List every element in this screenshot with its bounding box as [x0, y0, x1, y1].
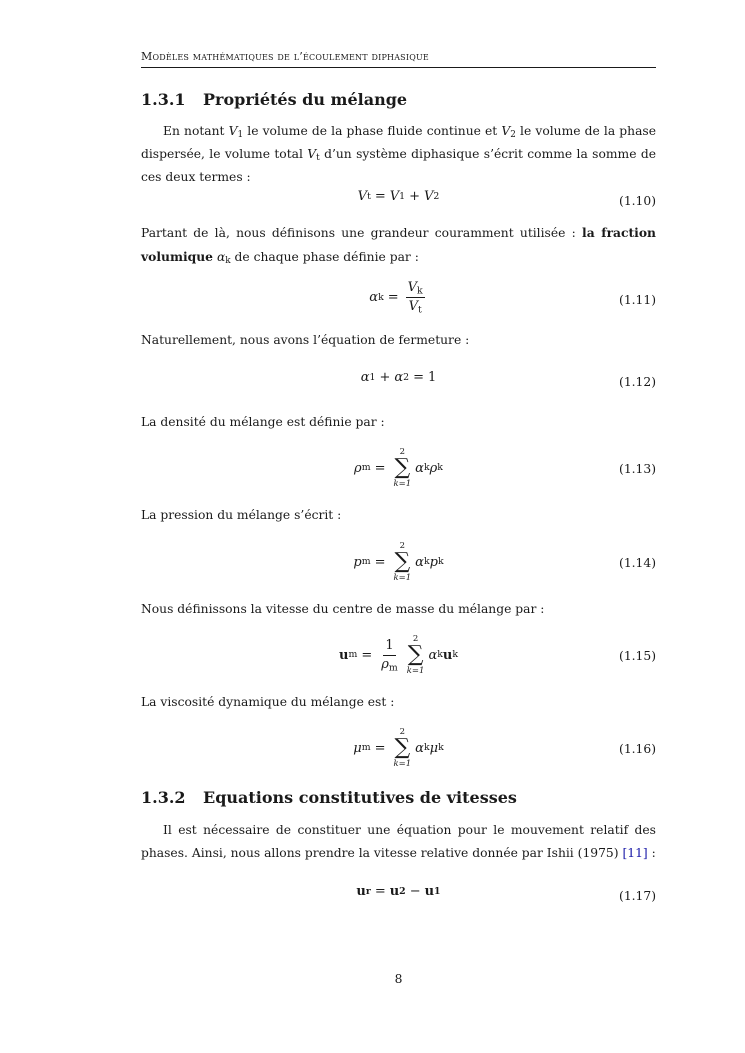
equation-number: (1.13) — [619, 462, 656, 476]
summation — [407, 634, 425, 676]
text: Partant de là, nous définisons une grandeur couramment utilisée : — [141, 226, 583, 240]
math-var: ρ — [354, 460, 362, 476]
fraction — [379, 638, 400, 673]
math-sub: 2 — [510, 130, 516, 141]
sum-lower: k=1 — [393, 573, 412, 583]
equation-1-15: u m = $\frac{1}{\rho_m}$ 2 ∑ k=1 α k u k (1.15) — [338, 634, 656, 676]
text: d’un système diphasique s’écrit comme la somme de ces deux termes : — [141, 147, 656, 184]
equation-number: (1.15) — [619, 649, 656, 663]
summation — [393, 447, 411, 489]
math-var: V — [501, 124, 511, 138]
math-op: = — [387, 290, 399, 305]
equation-number: (1.11) — [619, 293, 656, 307]
math-vector: u — [338, 647, 349, 663]
sigma-sign: ∑ — [394, 455, 411, 480]
paragraph-viscosity: La viscosité dynamique du mélange est : — [141, 695, 395, 709]
text: le volume de la phase dispersée, le volume total — [141, 124, 657, 161]
sigma-sign: ∑ — [394, 735, 411, 760]
text: En notant — [163, 124, 229, 138]
equation-1-11: α k = $\frac{V_k}{V_t}$ (1.11) — [369, 280, 656, 316]
math-op: = — [374, 460, 386, 476]
math-var: α — [369, 290, 379, 305]
text: de chaque phase définie par : — [230, 250, 419, 264]
section-heading-1-3-2 — [141, 788, 656, 807]
math-var: ρ — [381, 656, 389, 672]
sum-upper: 2 — [399, 541, 406, 551]
math-vector: u — [424, 884, 435, 899]
equation-1-12: α 1 + α 2 = 1 (1.12) — [360, 370, 656, 389]
math-op: = — [374, 884, 386, 899]
math-var: μ — [353, 740, 362, 756]
math-var: V — [357, 189, 368, 204]
section-number: 1.3.2 — [141, 788, 186, 807]
section-title: Propriétés du mélange — [203, 90, 408, 109]
math-sub: 1 — [237, 130, 244, 141]
text: Il est nécessaire de constituer une équation pour le mouvement relatif des phases. Ainsi, nous allons prendre la vitesse relative donnée par Ishii (1975) — [141, 823, 656, 860]
math-sub: t — [417, 304, 422, 316]
citation-link[interactable]: [11] — [622, 846, 648, 860]
sum-upper: 2 — [399, 447, 406, 457]
math-var: V — [407, 280, 418, 295]
equation-1-14: p m = 2 ∑ k=1 α k p k (1.14) — [353, 541, 656, 583]
math-op: = — [374, 189, 386, 204]
sigma-sign: ∑ — [407, 642, 424, 667]
sum-lower: k=1 — [393, 479, 412, 489]
text: : — [647, 846, 656, 860]
math-op: = — [374, 740, 386, 756]
sum-lower: k=1 — [393, 759, 412, 769]
equation-1-16: μ m = 2 ∑ k=1 α k μ k (1.16) — [353, 727, 656, 769]
header-rule — [141, 67, 656, 68]
document-page — [141, 0, 656, 1053]
math-var: μ — [429, 740, 439, 756]
math-op: + — [409, 189, 420, 204]
equation-number: (1.16) — [619, 742, 656, 756]
math-var: V — [228, 124, 238, 138]
sum-upper: 2 — [399, 727, 406, 737]
math-var: α — [216, 250, 226, 264]
math-var: α — [394, 370, 404, 385]
paragraph-volume-fraction — [141, 221, 656, 269]
section-title: Equations constitutives de vitesses — [203, 788, 517, 807]
equation-1-13: ρ m = 2 ∑ k=1 α k ρ k (1.13) — [354, 447, 656, 489]
math-op: = — [413, 370, 424, 385]
paragraph-velocity: Nous définissons la vitesse du centre de masse du mélange par : — [141, 602, 545, 616]
math-var: V — [423, 189, 434, 204]
math-op: + — [379, 370, 391, 385]
math-op: − — [409, 884, 421, 899]
math-vector: u — [356, 884, 366, 899]
fraction — [406, 280, 425, 315]
paragraph-density: La densité du mélange est définie par : — [141, 415, 385, 429]
math-var: p — [353, 554, 362, 570]
math-var: p — [429, 554, 438, 570]
math-var: α — [415, 740, 424, 756]
summation — [393, 541, 411, 583]
equation-number: (1.14) — [619, 556, 656, 570]
math-sub: k — [417, 285, 423, 297]
math-const: 1 — [428, 370, 437, 385]
bold-term: la fraction volumique — [141, 225, 656, 264]
sigma-sign: ∑ — [394, 549, 411, 574]
sum-upper: 2 — [412, 634, 419, 644]
math-var: ρ — [429, 460, 438, 476]
math-var: α — [428, 647, 438, 663]
paragraph-closure: Naturellement, nous avons l’équation de fermeture : — [141, 333, 470, 347]
math-var: V — [389, 189, 400, 204]
running-head: Modèles mathématiques de l’écoulement diphasique — [141, 50, 429, 63]
math-vector: u — [442, 647, 453, 663]
math-var: α — [360, 370, 370, 385]
summation — [393, 727, 411, 769]
equation-number: (1.10) — [619, 194, 656, 208]
math-var: V — [307, 147, 317, 161]
paragraph-volumes — [141, 120, 656, 189]
math-op: = — [361, 647, 373, 663]
equation-number: (1.12) — [619, 375, 656, 389]
equation-number: (1.17) — [619, 889, 656, 903]
math-var: α — [415, 460, 424, 476]
math-op: = — [374, 554, 386, 570]
paragraph-pressure: La pression du mélange s’écrit : — [141, 508, 342, 522]
math-var: α — [415, 554, 424, 570]
paragraph-relative-velocity — [141, 819, 656, 865]
math-var: V — [408, 299, 418, 314]
math-sub: k — [225, 256, 231, 267]
section-number: 1.3.1 — [141, 90, 186, 109]
section-heading-1-3-1 — [141, 90, 656, 109]
equation-1-10: V t = V 1 + V 2 (1.10) — [357, 189, 656, 208]
fraction-numerator: 1 — [383, 638, 395, 656]
sum-lower: k=1 — [406, 666, 425, 676]
math-sub: m — [388, 661, 398, 673]
page-number: 8 — [394, 972, 403, 986]
math-vector: u — [389, 884, 400, 899]
equation-1-17: u r = u 2 − u 1 (1.17) — [356, 884, 656, 903]
text: le volume de la phase fluide continue et — [243, 124, 502, 138]
math-sub: t — [316, 153, 320, 164]
